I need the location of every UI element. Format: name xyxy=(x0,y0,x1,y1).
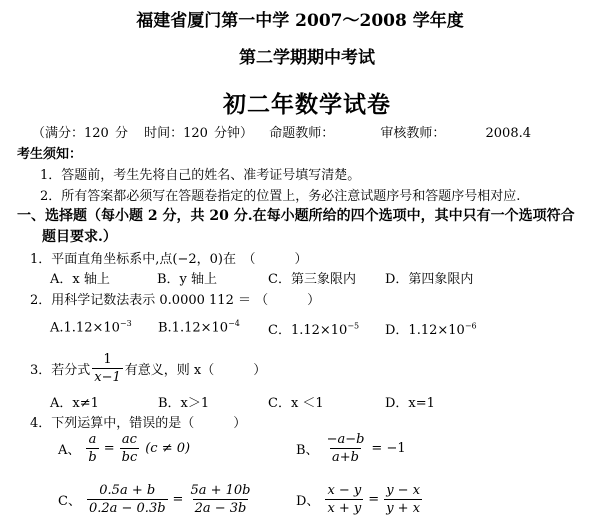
numerator: 0.5a + b xyxy=(99,483,156,498)
numerator: 5a + 10b xyxy=(190,483,251,498)
q2-option-b: $B.1.12\times 10^{-4}$ xyxy=(158,319,240,336)
q3-numerator: 1 xyxy=(103,352,112,367)
q4-a-condition: (c ≠ 0) xyxy=(145,441,191,456)
term-heading: 第二学期期中考试 xyxy=(239,48,375,68)
q3-option-b: B．x＞1 xyxy=(158,396,210,411)
numerator: y − x xyxy=(386,483,421,498)
q4-d-right-fraction xyxy=(384,483,422,516)
q4-c-left-fraction xyxy=(87,483,168,516)
q4-option-b xyxy=(296,432,406,465)
numerator: −a−b xyxy=(326,432,365,447)
q2-option-c: C．$1.12\times 10^{-5}$ xyxy=(268,321,360,338)
question-2-stem: 2．用科学记数法表示 0.0000 112 ＝ （ ） xyxy=(30,293,321,308)
q3-option-d: D．x=1 xyxy=(385,396,435,411)
numerator: a xyxy=(88,432,97,447)
denominator: 2a − 3b xyxy=(194,501,247,516)
q4-c-label: C、 xyxy=(58,494,81,509)
q3-suffix: 有意义，则 x（ ） xyxy=(124,363,267,378)
q4-option-c: C、 $\frac{0.5a + b}{0.2a - 0.3b}$ = $\frac{5a + 10b}{2a - 3b}$ xyxy=(58,483,251,516)
q4-a-left-fraction xyxy=(86,432,98,465)
numerator: x − y xyxy=(327,483,362,498)
denominator: b xyxy=(88,450,97,465)
q4-b-fraction xyxy=(325,432,367,465)
denominator: a+b xyxy=(332,450,359,465)
q1-option-d: D．第四象限内 xyxy=(385,272,474,287)
q4-d-left-fraction xyxy=(325,483,363,516)
notice-heading: 考生须知： xyxy=(17,147,83,162)
q4-d-label: D、 xyxy=(296,494,320,509)
denominator: 0.2a − 0.3b xyxy=(88,501,166,516)
q4-a-label: A、 xyxy=(58,443,81,458)
setter-label: 命题教师： xyxy=(269,126,335,141)
school-year-heading: 福建省厦门第一中学 2007～2008 学年度 xyxy=(136,11,464,31)
q4-c-right-fraction xyxy=(188,483,252,516)
q3-denominator: x−1 xyxy=(94,370,121,385)
section-title-line2: 题目要求.） xyxy=(42,229,117,245)
q3-option-c: C．x ＜1 xyxy=(268,396,324,411)
exam-date: 2008.4 xyxy=(485,126,531,141)
q4-b-rhs: = −1 xyxy=(371,441,406,456)
exam-title: 初二年数学试卷 xyxy=(223,91,391,118)
numerator: ac xyxy=(121,432,137,447)
q1-option-c: C．第三象限内 xyxy=(268,272,356,287)
section-title-line1: 一、选择题（每小题 2 分，共 20 分.在每小题所给的四个选项中，其中只有一个选项符合 xyxy=(17,208,575,224)
exam-info xyxy=(32,122,541,141)
q4-option-a: A、 $\frac{a}{b}$ = $\frac{ac}{bc}$ (c ≠ 0) xyxy=(58,432,191,465)
full-score: （满分：120 分 xyxy=(32,126,128,141)
denominator: x + y xyxy=(327,501,362,516)
denominator: y + x xyxy=(386,501,421,516)
q1-option-a: A．x 轴上 xyxy=(50,272,110,287)
q4-b-label: B、 xyxy=(296,443,319,458)
question-1-stem: 1．平面直角坐标系中,点(−2，0)在 （ ） xyxy=(30,252,308,267)
notice-item: 2．所有答案都必须写在答题卷指定的位置上，务必注意试题序号和答题序号相对应. xyxy=(40,189,521,204)
q2-option-a: $A.1.12\times 10^{-3}$ xyxy=(50,319,132,336)
question-4-stem: 4．下列运算中，错误的是（ ） xyxy=(30,416,247,431)
notice-item: 1．答题前，考生先将自己的姓名、准考证号填写清楚。 xyxy=(40,168,361,183)
time-limit: 时间：120 分钟） xyxy=(144,126,254,141)
question-3-stem xyxy=(30,352,266,385)
q4-a-right-fraction xyxy=(120,432,140,465)
q3-fraction xyxy=(92,352,123,385)
q3-option-a: A．x≠1 xyxy=(50,396,99,411)
reviewer-label: 审核教师： xyxy=(380,126,446,141)
denominator: bc xyxy=(121,450,138,465)
q3-prefix: 3．若分式 xyxy=(30,363,91,378)
q1-option-b: B．y 轴上 xyxy=(157,272,218,287)
q4-option-d: D、 $\frac{x - y}{x + y}$ = $\frac{y - x}{y + x}$ xyxy=(296,483,421,516)
q2-option-d: D．$1.12\times 10^{-6}$ xyxy=(385,321,477,338)
